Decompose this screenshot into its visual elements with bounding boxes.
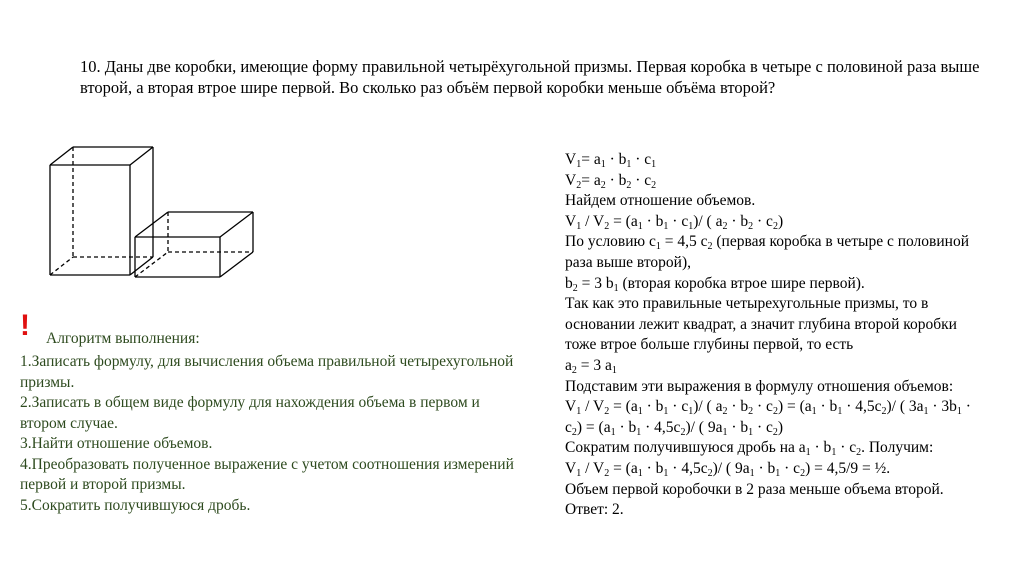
algorithm-step: 1.Записать формулу, для вычисления объема правильной четырехугольной призмы. — [20, 353, 514, 391]
reduce-text: Сократим получившуюся дробь на $a_1 \cdot b_1 \cdot c_2$. Получим: — [565, 439, 934, 459]
algorithm-steps — [20, 352, 520, 516]
formula-v1: $V_1= a_1 \cdot b_1 \cdot c_1$ — [565, 151, 657, 170]
condition-b: $b_2 = 3$ $b_1$ (вторая коробка втрое шире первой). — [565, 274, 865, 294]
conclusion-text: Объем первой коробочки в 2 раза меньше объема второй. — [565, 480, 944, 498]
answer-text: Ответ: 2. — [565, 501, 624, 519]
solution — [565, 150, 985, 521]
substitute-text: Подставим эти выражения в формулу отношения объемов: — [565, 377, 954, 395]
find-ratio-text: Найдем отношение объемов. — [565, 192, 756, 210]
algorithm-step: 3.Найти отношение объемов. — [20, 435, 213, 452]
prisms-figure — [40, 140, 270, 290]
condition-a: $a_2 = 3$ $a_1$ — [565, 356, 617, 376]
algorithm-title: Алгоритм выполнения: — [46, 330, 200, 347]
final-formula: $V_1 / V_2 = (a_1 \cdot b_1 \cdot 4,5c_2)/$ ( $9a_1 \cdot b_1 \cdot c_2) = 4,5/9$ = ½. — [565, 459, 891, 479]
square-base-text: Так как это правильные четырехугольные призмы, то в основании лежит квадрат, а значит глубина второй коробки тоже втрое больше глубины первой, то есть — [565, 295, 957, 354]
exclamation-icon: ! — [20, 309, 30, 342]
condition-c: По условию $c_1 = 4,5$ $c_2$ (первая коробка в четыре с половиной раза выше второй), — [565, 233, 969, 271]
algorithm-step: 5.Сократить получившуюся дробь. — [20, 496, 251, 514]
substituted-formula: $V_1 / V_2 = (a_1 \cdot b_1 \cdot c_1)/$ ( $a_2 \cdot b_2 \cdot c_2) = (a_1 \cdot b_1 \cdot 4,5c_2)/$ ( $3a_1 \cdot 3b_1 \cdot c_2) = (a_1 \cdot b_1 \cdot 4,5c_2)/$ ( $9a_1 \cdot b_1 \cdot c_2$) — [565, 398, 971, 438]
tall-prism — [50, 147, 153, 275]
algorithm-step: 4.Преобразовать полученное выражение с учетом соотношения измерений первой и второй призмы. — [20, 455, 514, 493]
formula-v2: $V_2= a_2 \cdot b_2 \cdot c_2$ — [565, 171, 657, 191]
problem-statement: 10. Даны две коробки, имеющие форму правильной четырёхугольной призмы. Первая коробка в четыре с половиной раза выше второй, а вторая втрое шире первой. Во сколько раз объём первой коробки меньше объёма второй? — [80, 57, 980, 97]
algorithm-step: 2.Записать в общем виде формулу для нахождения объема в первом и втором случае. — [20, 394, 480, 432]
ratio-formula: $V_1 / V_2 = (a_1 \cdot b_1 \cdot c_1)/$ ( $a_2 \cdot b_2 \cdot c_2$) — [565, 212, 784, 232]
